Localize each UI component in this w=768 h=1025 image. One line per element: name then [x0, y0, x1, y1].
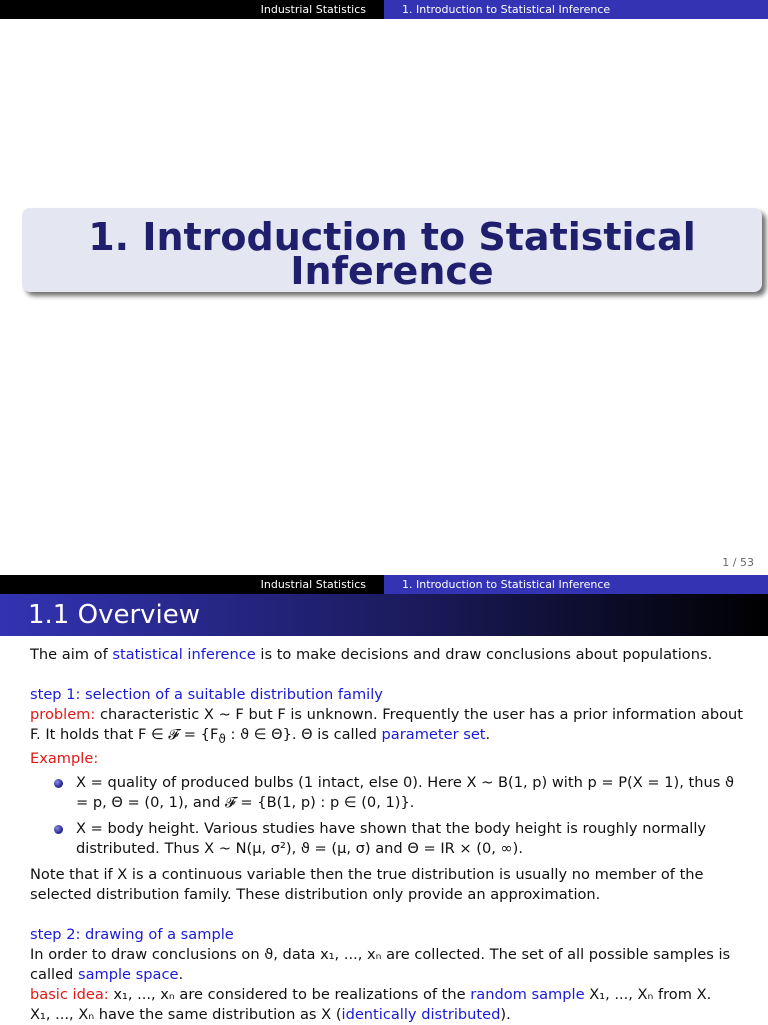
headline-bar: [0, 0, 768, 19]
problem-paragraph: [30, 705, 745, 749]
last-line-b: ).: [500, 1005, 511, 1023]
step2-text-b: .: [178, 965, 184, 983]
last-line-a: X₁, ..., Xₙ have the same distribution as X (: [30, 1005, 342, 1023]
problem-text-b: : ϑ ∈ Θ}. Θ is called: [225, 726, 382, 743]
title-box: [22, 208, 762, 292]
title-line-1: 1. Introduction to Statistical: [88, 215, 696, 259]
basic-idea-label: basic idea:: [30, 985, 109, 1003]
slide-body: [30, 645, 745, 1025]
note-paragraph: Note that if X is a continuous variable then the true distribution is usually no member of the selected distribution family. These distribution only provide an approximation.: [30, 865, 704, 903]
list-item: [30, 773, 745, 813]
bullet-1-text: X = quality of produced bulbs (1 intact, else 0). Here X ∼ B(1, p) with p = P(X = 1), thus ϑ = p, Θ = (0, 1), and 𝓕 = {B(1, p) : p ∈ (0, 1)}.: [76, 773, 734, 811]
frame-title: 1.1 Overview: [0, 594, 768, 636]
bullet-icon: [54, 825, 63, 834]
example-label: Example:: [30, 749, 99, 767]
basic-idea-paragraph: [30, 985, 745, 1005]
step2-text-a: In order to draw conclusions on ϑ, data x₁, ..., xₙ are collected. The set of all possible samples is called: [30, 945, 731, 983]
bullet-2-text: X = body height. Various studies have shown that the body height is roughly normally distributed. Thus X ∼ N(μ, σ²), ϑ = (μ, σ) and Θ = IR × (0, ∞).: [76, 819, 707, 857]
basic-idea-a: x₁, ..., xₙ are considered to be realizations of the: [108, 985, 471, 1003]
list-item: [30, 819, 745, 859]
problem-text-c: .: [485, 726, 491, 743]
example-list: [30, 773, 745, 859]
overview-slide: [0, 575, 768, 1024]
headline-right: 1. Introduction to Statistical Inference: [384, 0, 768, 19]
problem-label: problem:: [30, 706, 96, 723]
headline-left: Industrial Statistics: [0, 0, 384, 19]
sample-space-term: sample space: [77, 965, 179, 983]
step1-heading: step 1: selection of a suitable distribution family: [30, 686, 383, 703]
problem-sub: ϑ: [218, 731, 226, 746]
intro-paragraph: [30, 645, 745, 665]
step2-paragraph: [30, 945, 745, 985]
identically-distributed-term: identically distributed: [341, 1005, 501, 1023]
page-number: 1 / 53: [722, 556, 754, 569]
bullet-icon: [54, 779, 63, 788]
step2-heading: step 2: drawing of a sample: [30, 925, 234, 943]
headline-right-2: 1. Introduction to Statistical Inference: [384, 575, 768, 594]
intro-text-a: The aim of: [30, 646, 113, 663]
intro-text-b: is to make decisions and draw conclusions about populations.: [255, 646, 713, 663]
headline-bar-2: [0, 575, 768, 594]
last-line: [30, 1005, 745, 1025]
title-line-2: Inference: [290, 249, 494, 293]
parameter-set-term: parameter set: [381, 726, 486, 743]
basic-idea-b: X₁, ..., Xₙ from X.: [584, 985, 712, 1003]
intro-term: statistical inference: [112, 646, 256, 663]
problem-text-a: characteristic X ∼ F but F is unknown. Frequently the user has a prior information about F. It holds that F ∈ 𝓕 = {F: [30, 706, 743, 743]
headline-left-2: Industrial Statistics: [0, 575, 384, 594]
random-sample-term: random sample: [470, 985, 585, 1003]
